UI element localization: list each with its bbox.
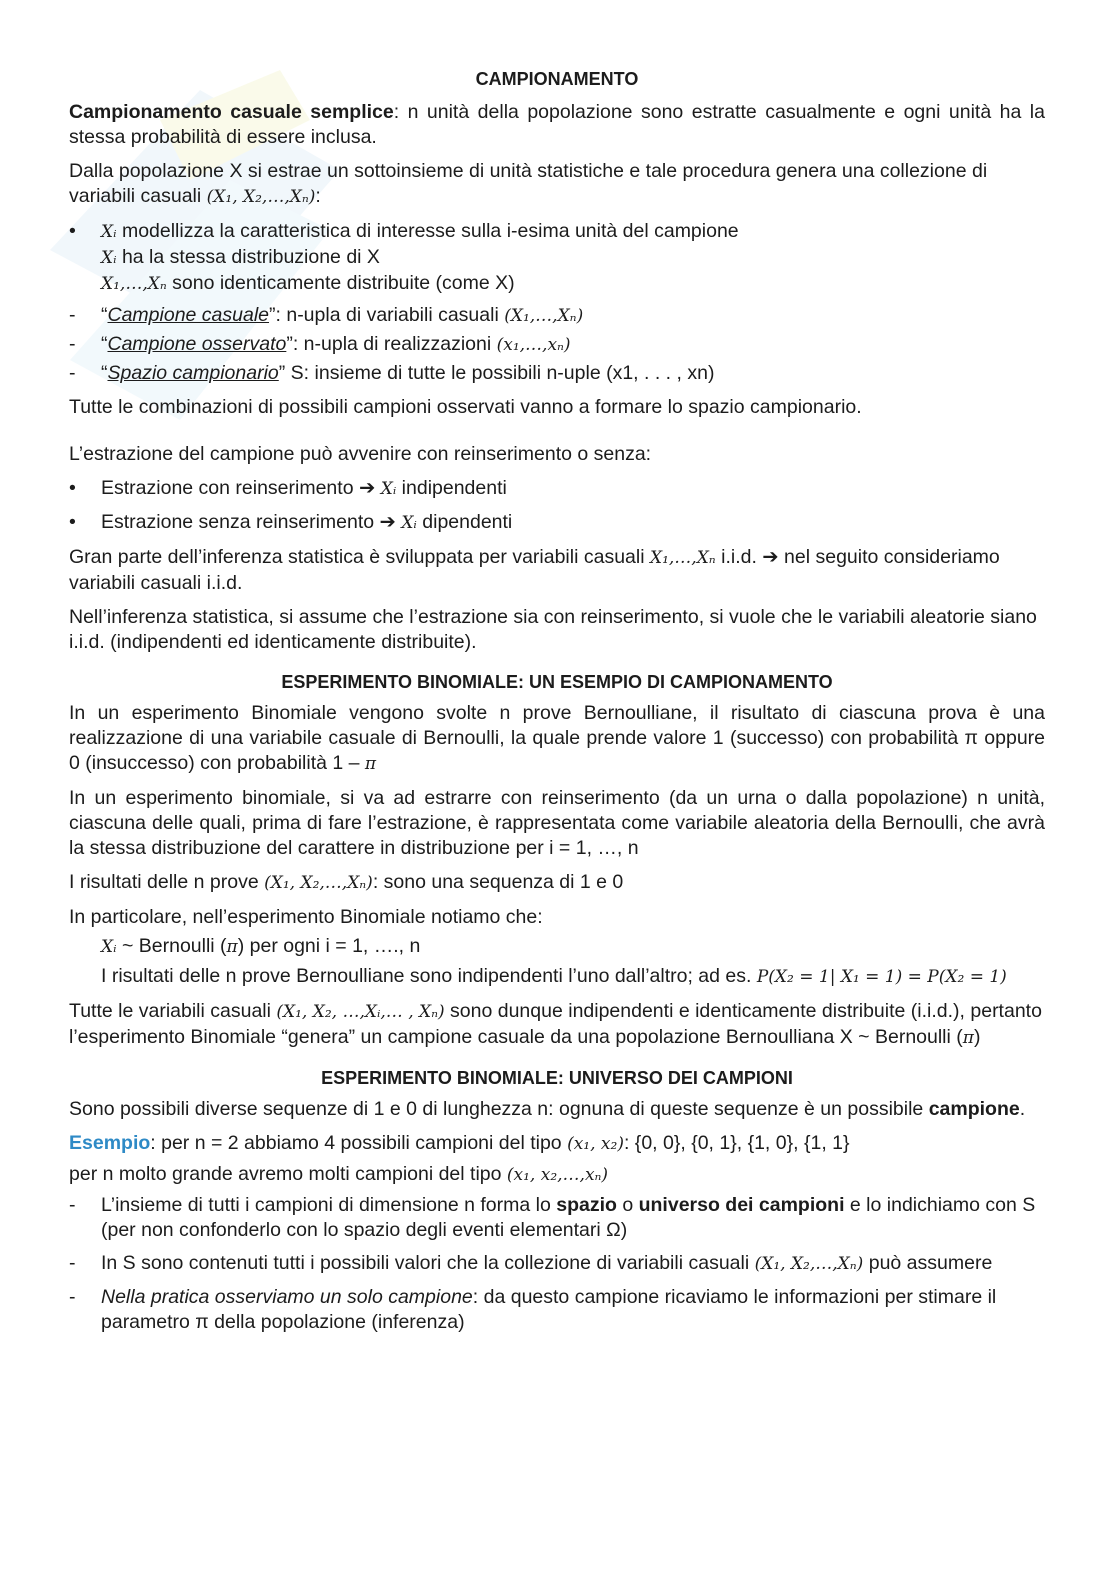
paragraph-large-n: per n molto grande avremo molti campioni del tipo (x₁, x₂,…,xₙ) xyxy=(69,1163,609,1185)
page-title: CAMPIONAMENTO xyxy=(475,69,639,89)
indented-line: Xᵢ ~ Bernoulli (π) per ogni i = 1, …., n xyxy=(101,935,421,957)
document-page xyxy=(69,68,1045,1338)
dash-item: - Nella pratica osserviamo un solo campione: da questo campione ricaviamo le informazioni per stimare il parametro π della popolazione (inferenza) xyxy=(69,1286,997,1333)
dash-item: - “Campione osservato”: n-upla di realizzazioni (x₁,…,xₙ) xyxy=(69,332,1045,358)
example-label: Esempio xyxy=(69,1132,151,1154)
section-heading: ESPERIMENTO BINOMIALE: UN ESEMPIO DI CAMPIONAMENTO xyxy=(281,672,833,692)
bullet-item: • Estrazione senza reinserimento ➔ Xᵢ dipendenti xyxy=(69,511,513,533)
paragraph-definition: Campionamento casuale semplice: n unità della popolazione sono estratte casualmente e ogni unità ha la stessa probabilità di essere inclusa. xyxy=(69,101,1045,148)
paragraph-binomial: In un esperimento Binomiale vengono svolte n prove Bernoulliane, il risultato di ciascuna prova è una realizzazione di una variabile casuale di Bernoulli, la quale prende valore 1 (successo) con probabilità π oppure 0 (insuccesso) con probabilità 1 – π xyxy=(69,702,1045,774)
dash-marker: - xyxy=(69,333,76,355)
paragraph-population: Dalla popolazione X si estrae un sottoinsieme di unità statistiche e tale procedura genera una collezione di variabili casuali (X₁, X₂,…,Xₙ): xyxy=(69,160,988,207)
paragraph-iid: Nell’inferenza statistica, si assume che l’estrazione sia con reinserimento, si vuole che le variabili aleatorie siano i.i.d. (indipendenti ed identicamente distribuite). xyxy=(69,606,1037,653)
dash-item: - “Spazio campionario” S: insieme di tutte le possibili n-uple (x1, . . . , xn) xyxy=(69,362,715,384)
paragraph-binomial-extraction: In un esperimento binomiale, si va ad estrarre con reinserimento (da un urna o dalla popolazione) n unità, ciascuna delle quali, prima di fare l’estrazione, è rappresentata come variabile aleatoria della Bernoulli, che avrà la stessa distribuzione del carattere in distribuzione per i = 1, …, n xyxy=(69,787,1045,859)
paragraph-combinations: Tutte le combinazioni di possibili campioni osservati vanno a formare lo spazio campionario. xyxy=(69,396,862,418)
paragraph-sequences: Sono possibili diverse sequenze di 1 e 0 di lunghezza n: ognuna di queste sequenze è un possibile campione. xyxy=(69,1098,1026,1120)
paragraph-note: In particolare, nell’esperimento Binomiale notiamo che: xyxy=(69,906,543,928)
dash-marker: - xyxy=(69,362,76,384)
paragraph-extraction: L’estrazione del campione può avvenire con reinserimento o senza: xyxy=(69,443,652,465)
dash-item: - In S sono contenuti tutti i possibili valori che la collezione di variabili casuali (X₁, X₂,…,Xₙ) può assumere xyxy=(69,1252,993,1274)
bullet-item: • Xᵢ modellizza la caratteristica di interesse sulla i-esima unità del campione Xᵢ ha la stessa distribuzione di X X₁,…,Xₙ sono identicamente distribuite (come X) xyxy=(69,219,1045,297)
paragraph-conclusion: Tutte le variabili casuali (X₁, X₂, …,Xᵢ,… , Xₙ) sono dunque indipendenti e identicamente distribuite (i.i.d.), pertanto l’esperimento Binomiale “genera” un campione casuale da una popolazione Bernoulliana X ~ Bernoulli (π) xyxy=(69,1000,1042,1048)
paragraph-inference: Gran parte dell’inferenza statistica è sviluppata per variabili casuali X₁,…,Xₙ i.i.d. ➔ nel seguito consideriamo variabili casuali i.i.d. xyxy=(69,546,1000,594)
indented-line: I risultati delle n prove Bernoulliane sono indipendenti l’uno dall’altro; ad es. P(X₂ = 1| X₁ = 1) = P(X₂ = 1) xyxy=(101,965,1007,987)
paragraph-results: I risultati delle n prove (X₁, X₂,…,Xₙ): sono una sequenza di 1 e 0 xyxy=(69,871,624,893)
term-bold: Campionamento casuale semplice xyxy=(69,101,394,123)
bullet-marker: • xyxy=(69,220,76,242)
section-heading: ESPERIMENTO BINOMIALE: UNIVERSO DEI CAMPIONI xyxy=(321,1068,793,1088)
dash-item: - L’insieme di tutti i campioni di dimensione n forma lo spazio o universo dei campioni e lo indichiamo con S (per non confonderlo con lo spazio degli eventi elementari Ω) xyxy=(69,1194,1036,1241)
paragraph-example: Esempio: per n = 2 abbiamo 4 possibili campioni del tipo (x₁, x₂): {0, 0}, {0, 1}, {1, 0}, {1, 1} xyxy=(69,1132,850,1154)
dash-item: - “Campione casuale”: n-upla di variabili casuali (X₁,…,Xₙ) xyxy=(69,303,1045,329)
bullet-item: • Estrazione con reinserimento ➔ Xᵢ indipendenti xyxy=(69,477,507,499)
dash-marker: - xyxy=(69,304,76,326)
